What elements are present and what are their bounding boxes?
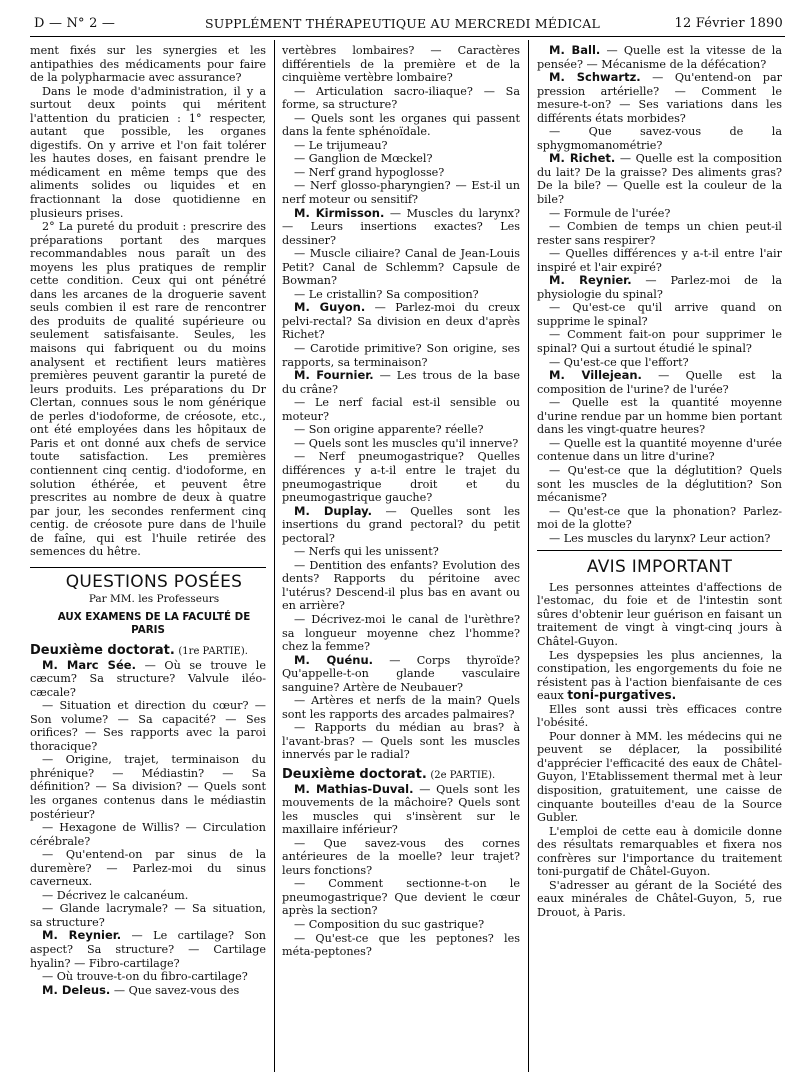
column-3 xyxy=(537,44,782,919)
question-entry: M. Villejean. — Quelle est la composition de l'urine? de l'urée? xyxy=(537,368,782,396)
section-subtitle-2: AUX EXAMENS DE LA FACULTÉ DE PARIS xyxy=(57,610,251,637)
professor-name: M. Marc Sée. xyxy=(42,657,136,672)
question: — Comment sectionne-t-on le pneumogastrique? Que devient le cœur après la section? xyxy=(282,877,520,918)
professor-name: M. Quénu. xyxy=(294,652,374,667)
question: — Ganglion de Mœckel? xyxy=(294,152,433,166)
column-2 xyxy=(282,44,520,959)
notice-paragraph: Elles sont aussi très efficaces contre l'obésité. xyxy=(537,702,782,730)
question: — Qu'est-ce que l'effort? xyxy=(549,355,689,369)
question: — Décrivez-moi le canal de l'urèthre? sa longueur moyenne chez l'homme? chez la femme? xyxy=(282,612,520,654)
question: — Qu'est-ce qu'il arrive quand on supprime le spinal? xyxy=(537,301,782,328)
question-entry: M. Marc Sée. — Où se trouve le cæcum? Sa structure? Valvule iléo-cæcale? xyxy=(30,657,266,699)
professor-name: M. Richet. xyxy=(549,151,616,166)
notice-paragraph: L'emploi de cette eau à domicile donne des résultats remarquables et fixera nos confrères sur l'importance du traitement toni-purgatif de Châtel-Guyon. xyxy=(537,824,782,879)
question-entry: M. Richet. — Quelle est la composition du lait? De la graisse? Des aliments gras? De la bile? — Quelle est la couleur de la bile? xyxy=(537,151,782,207)
page-header xyxy=(30,12,785,42)
question: — Décrivez le calcanéum. xyxy=(42,888,189,902)
question-entry: M. Fournier. — Les trous de la base du crâne? xyxy=(282,368,520,396)
question: — Rapports du médian au bras? à l'avant-bras? — Quels sont les muscles innervés par le radial? xyxy=(282,721,520,762)
question: — Le cristallin? Sa composition? xyxy=(294,287,479,301)
page-number: D — N° 2 — xyxy=(34,16,116,31)
question-entry: M. Reynier. — Parlez-moi de la physiologie du spinal? xyxy=(537,273,783,301)
exam-heading: Deuxième doctorat. (1re PARTIE). xyxy=(30,642,248,658)
question: — Nerf grand hypoglosse? xyxy=(294,165,445,179)
question: — Les muscles du larynx? Leur action? xyxy=(549,531,771,545)
paragraph: vertèbres lombaires? — Caractères différentiels de la première et de la cinquième vertèbre lombaire? xyxy=(282,44,520,85)
question-entry: M. Schwartz. — Qu'entend-on par pression artérielle? — Comment le mesure-t-on? — Ses variations dans les différents états morbides? xyxy=(537,70,782,125)
question-entry: M. Ball. — Quelle est la vitesse de la pensée? — Mécanisme de la défécation? xyxy=(537,43,782,71)
professor-name: M. Kirmisson. xyxy=(294,205,385,220)
question: — Quelle est la quantité moyenne d'urine rendue par un homme bien portant dans les vingt-quatre heures? xyxy=(537,396,782,437)
column-1 xyxy=(30,44,266,997)
question: — Qu'est-ce que la déglutition? Quels sont les muscles de la déglutition? Son mécanisme? xyxy=(537,463,782,505)
question: — Formule de l'urée? xyxy=(549,206,671,220)
question: — Quelles différences y a-t-il entre l'air inspiré et l'air expiré? xyxy=(537,247,782,274)
emphasis: toni-purgatives. xyxy=(567,688,677,703)
professor-name: M. Reynier. xyxy=(42,928,122,943)
issue-date: 12 Février 1890 xyxy=(674,16,783,31)
professor-name: M. Deleus. xyxy=(42,982,111,997)
question: — Quels sont les muscles qu'il innerve? xyxy=(294,436,519,450)
question: — Nerf pneumogastrique? Quelles différences y a-t-il entre le trajet du pneumogastrique droit et du pneumogastrique gauche? xyxy=(282,450,520,505)
question: — Son origine apparente? réelle? xyxy=(294,423,484,437)
question-entry: M. Guyon. — Parlez-moi du creux pelvi-rectal? Sa division en deux d'après Richet? xyxy=(282,300,520,342)
exam-heading: Deuxième doctorat. (2e PARTIE). xyxy=(282,766,496,782)
question: — Origine, trajet, terminaison du phrénique? — Médiastin? — Sa définition? — Sa division? — Quels sont les organes contenus dans le médiastin postérieur? xyxy=(30,753,266,821)
professor-name: M. Guyon. xyxy=(294,300,366,315)
question: — Dentition des enfants? Evolution des dents? Rapports du péritoine avec l'utérus? Descend-il plus bas en avant ou en arrière? xyxy=(282,558,520,613)
question: — Articulation sacro-iliaque? — Sa forme, sa structure? xyxy=(282,84,520,112)
notice-paragraph: Pour donner à MM. les médecins qui ne peuvent se déplacer, la possibilité d'apprécier l'efficacité des eaux de Châtel-Guyon, l'Etablissement thermal met à leur disposition, gratuitement, une caisse de cinquante bouteilles d'eau de la Source Gubler. xyxy=(537,729,782,825)
question: — Muscle ciliaire? Canal de Jean-Louis Petit? Canal de Schlemm? Capsule de Bowman? xyxy=(282,247,520,288)
paragraph: Dans le mode d'administration, il y a surtout deux points qui méritent l'attention du praticien : 1° respecter, autant que possible, les organes digestifs. On y arrive et l'on fait tolérer les hautes doses, en faisant prendre le médicament en même temps que des aliments solides ou liquides et en fractionnant la dose quotidienne en plusieurs prises. xyxy=(30,84,266,220)
question: — Nerfs qui les unissent? xyxy=(294,545,439,559)
question: — Carotide primitive? Son origine, ses rapports, sa terminaison? xyxy=(282,342,520,369)
journal-title: SUPPLÉMENT THÉRAPEUTIQUE AU MERCREDI MÉDICAL xyxy=(205,16,601,31)
question: — Qu'entend-on par sinus de la duremère? — Parlez-moi du sinus caverneux. xyxy=(30,848,266,889)
professor-name: M. Reynier. xyxy=(549,273,632,288)
notice-paragraph: S'adresser au gérant de la Société des eaux minérales de Châtel-Guyon, 5, rue Drouot, à Paris. xyxy=(537,878,782,919)
question: — Situation et direction du cœur? — Son volume? — Sa capacité? — Ses orifices? — Ses rapports avec la paroi thoracique? xyxy=(30,699,266,753)
question: — Où trouve-t-on du fibro-cartilage? xyxy=(42,970,248,984)
professor-name: M. Villejean. xyxy=(549,368,642,383)
professor-name: M. Schwartz. xyxy=(549,70,641,85)
notice-title: AVIS IMPORTANT xyxy=(586,557,733,578)
question: — Le nerf facial est-il sensible ou moteur? xyxy=(282,396,520,423)
section-title: QUESTIONS POSÉES xyxy=(65,571,243,592)
question: — Artères et nerfs de la main? Quels sont les rapports des arcades palmaires? xyxy=(282,694,520,721)
question-entry: M. Duplay. — Quelles sont les insertions du grand pectoral? du petit pectoral? xyxy=(282,503,520,545)
professor-name: M. Mathias-Duval. xyxy=(294,781,414,796)
professor-name: M. Ball. xyxy=(549,43,601,57)
question: — Glande lacrymale? — Sa situation, sa structure? xyxy=(30,902,266,929)
question: — Que savez-vous de la sphygmomanométrie? xyxy=(537,125,782,152)
section-subtitle: Par MM. les Professeurs xyxy=(88,593,220,606)
notice-paragraph: Les dyspepsies les plus anciennes, la constipation, les engorgements du foie ne résistent pas à l'action bienfaisante de ces eaux toni-purgatives. xyxy=(537,648,782,703)
column-divider-1 xyxy=(274,40,275,1072)
question: — Composition du suc gastrique? xyxy=(294,918,485,931)
question: — Qu'est-ce que les peptones? les méta-peptones? xyxy=(282,931,520,959)
header-rule xyxy=(30,36,785,37)
question: — Combien de temps un chien peut-il rester sans respirer? xyxy=(537,220,782,247)
section-rule xyxy=(30,567,266,568)
question: — Quelle est la quantité moyenne d'urée contenue dans un litre d'urine? xyxy=(537,436,782,464)
notice-paragraph: Les personnes atteintes d'affections de l'estomac, du foie et de l'intestin sont sûres d'obtenir leur guérison en faisant un traitement de vingt à vingt-cinq jours à Châtel-Guyon. xyxy=(537,580,782,648)
professor-name: M. Duplay. xyxy=(294,503,372,518)
question: — Le trijumeau? xyxy=(294,138,388,152)
question: — Qu'est-ce que la phonation? Parlez-moi de la glotte? xyxy=(537,504,782,532)
question: — Que savez-vous des cornes antérieures de la moelle? leur trajet? leurs fonctions? xyxy=(282,836,520,877)
question-entry: M. Quénu. — Corps thyroïde? Qu'appelle-t-on glande vasculaire sanguine? Artère de Neubauer? xyxy=(282,652,520,694)
question: — Comment fait-on pour supprimer le spinal? Qui a surtout étudié le spinal? xyxy=(537,328,782,356)
section-rule xyxy=(537,550,782,551)
question-entry: M. Mathias-Duval. — Quels sont les mouvements de la mâchoire? Quels sont les muscles qui s'insèrent sur le maxillaire inférieur? xyxy=(282,781,520,837)
professor-name: M. Fournier. xyxy=(294,368,374,383)
question-entry: M. Reynier. — Le cartilage? Son aspect? Sa structure? — Cartilage hyalin? — Fibro-cartilage? xyxy=(30,928,267,970)
question-entry: M. Kirmisson. — Muscles du larynx? — Leurs insertions exactes? Les dessiner? xyxy=(282,205,520,247)
question: — Hexagone de Willis? — Circulation cérébrale? xyxy=(30,821,266,848)
question: — Nerf glosso-pharyngien? — Est-il un nerf moteur ou sensitif? xyxy=(282,179,520,207)
column-divider-2 xyxy=(528,40,529,1072)
question: — Quels sont les organes qui passent dans la fente sphénoïdale. xyxy=(282,111,520,139)
paragraph: 2° La pureté du produit : prescrire des préparations portant des marques recommandables nous paraît un des moyens les plus pratiques de remplir cette condition. Ceux qui ont pénétré dans les arcanes de la droguerie savent seuls combien il est rare de rencontrer des produits de qualité supérieure ou seulement satisfaisante. Seules, les maisons qui fabriquent ou du moins analysent et rectifient leurs matières premières peuvent garantir la pureté de leurs produits. Les préparations du Dr Clertan, connues sous le nom générique de perles d'iodoforme, de créosote, etc., ont été employées dans les hôpitaux de Paris et ont donné aux chefs de service toute satisfaction. Les premières contiennent cinq centig. d'iodoforme, en solution éthérée, et peuvent être prescrites au nombre de deux à quatre par jour, les secondes renferment cinq centig. de créosote pure dans de l'huile de faîne, qui est l'huile retirée des semences du hêtre. xyxy=(30,220,266,559)
question-entry: M. Deleus. — Que savez-vous des xyxy=(42,982,240,997)
paragraph: ment fixés sur les synergies et les antipathies des médicaments pour faire de la polypharmacie avec assurance? xyxy=(30,44,266,85)
